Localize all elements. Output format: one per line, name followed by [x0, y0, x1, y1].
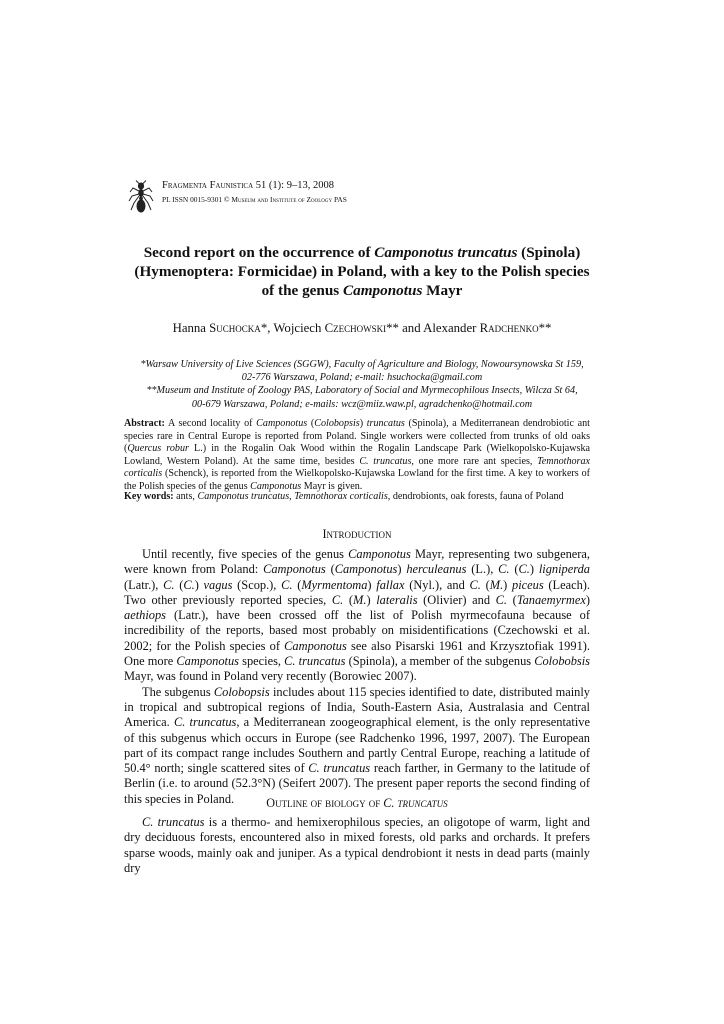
- paragraph: The subgenus Colobopsis includes about 115 species identified to date, distributed mainly in tropical and subtropical regions of India, South-Eastern Asia, Australasia and Central America. C. truncatus, a Mediterranean zoogeographical element, is the only representative of this subgenus which occurs in Europe (see Radchenko 1996, 1997, 2007). The European part of its compact range includes Southern and partly Central Europe, reaching a latitude of 50.4° north; single scattered sites of C. truncatus reach farther, in Germany to the latitude of Berlin (i.e. to around (52.3°N) (Seifert 2007). The present paper reports the second finding of this species in Poland.: [124, 684, 590, 806]
- paragraph: C. truncatus is a thermo- and hemixerophilous species, an oligotope of warm, light and dry deciduous forests, encountered also in mixed forests, old parks and orchards. It prefers sparse woods, mainly oak and juniper. As a typical dendrobiont it nests in dead parts (mainly dry: [124, 815, 590, 875]
- paragraph: Until recently, five species of the genus Camponotus Mayr, representing two subgenera, were known from Poland: Camponotus (Camponotus) herculeanus (L.), C. (C.) ligniperda (Latr.), C. (C.) vagus (Scop.), C. (Myrmentoma) fallax (Nyl.), and C. (M.) piceus (Leach). Two other previously reported species, C. (M.) lateralis (Olivier) and C. (Tanaemyrmex) aethiops (Latr.), have been crossed off the list of Polish myrmecofauna because of incredibility of the reports, based most probably on misidentifications (Czechowski et al. 2002; for the Polish species of Camponotus see also Pisarski 1961 and Krzysztofiak 1991). One more Camponotus species, C. truncatus (Spinola), a member of the subgenus Colobobsis Mayr, was found in Poland very recently (Borowiec 2007).: [124, 547, 591, 684]
- section-heading-introduction: Introduction: [322, 527, 392, 541]
- author-list: Hanna Suchocka*, Wojciech Czechowski** and Alexander Radchenko**: [172, 321, 552, 335]
- keywords: Key words: ants, Camponotus truncatus, Temnothorax corticalis, dendrobionts, oak forests, fauna of Poland: [124, 491, 564, 502]
- journal-issn: PL ISSN 0015-9301 © Museum and Institute of Zoology PAS: [162, 195, 347, 204]
- outline-body: [124, 815, 590, 876]
- keywords-label: Key words:: [124, 491, 174, 502]
- section-heading-outline: Outline of biology of C. truncatus: [266, 796, 448, 810]
- affiliations: [132, 358, 592, 411]
- introduction-body: [124, 547, 590, 807]
- affiliation-line: *Warsaw University of Live Sciences (SGGW), Faculty of Agriculture and Biology, Nowoursynowska St 159,: [140, 359, 584, 370]
- abstract: Abstract: A second locality of Camponotus (Colobopsis) truncatus (Spinola), a Mediterranean dendrobiotic ant species rare in Central Europe is reported from Poland. Single workers were collected from trunks of old oaks (Quercus robur L.) in the Rogalin Oak Wood within the Rogalin Landscape Park (Wielkopolsko-Kujawska Lowland, Western Poland). At the same time, besides C. truncatus, one more rare ant species, Temnothorax corticalis (Schenck), is reported from the Wielkopolsko-Kujawska Lowland for the first time. A key to workers of the Polish species of the genus Camponotus Mayr is given.: [124, 418, 591, 492]
- abstract-label: Abstract:: [124, 418, 165, 429]
- affiliation-line: **Museum and Institute of Zoology PAS, Laboratory of Social and Myrmecophilous Insects, Wilcza St 64,: [146, 385, 578, 397]
- ant-logo-icon: [128, 180, 154, 216]
- journal-citation: Fragmenta Faunistica 51 (1): 9–13, 2008: [162, 180, 334, 191]
- paper-title: Second report on the occurrence of Camponotus truncatus (Spinola) (Hymenoptera: Formicidae) in Poland, with a key to the Polish species of the genus Camponotus Mayr: [134, 244, 590, 299]
- affiliation-line: 02-776 Warszawa, Poland; e-mail: hsuchocka@gmail.com: [241, 372, 483, 384]
- affiliation-line: 00-679 Warszawa, Poland; e-mails: wcz@miiz.waw.pl, agradchenko@hotmail.com: [191, 398, 533, 410]
